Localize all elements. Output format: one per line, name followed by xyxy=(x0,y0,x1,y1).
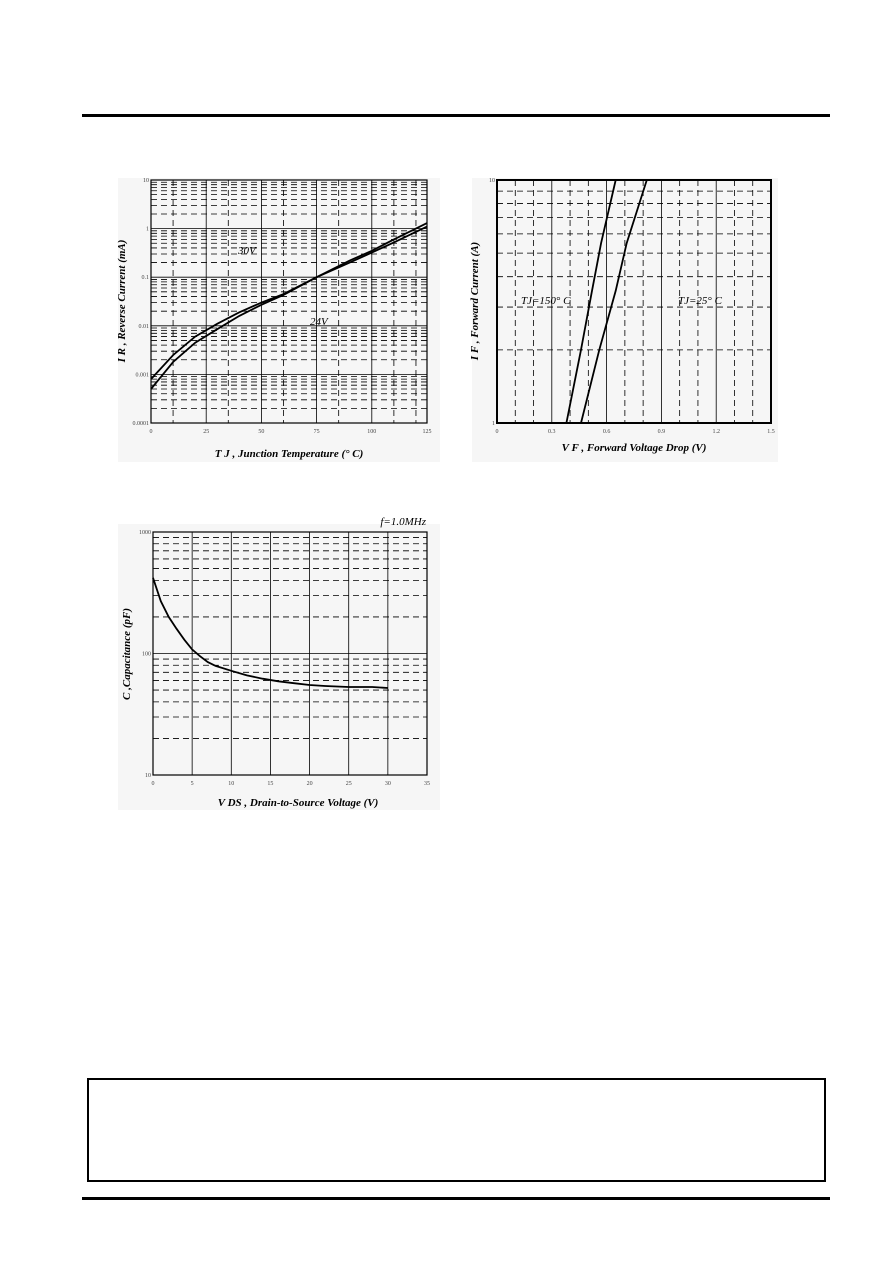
annotation-24v: 24V xyxy=(310,316,328,328)
y-axis-title: I R , Reverse Current (mA) xyxy=(116,239,128,363)
frequency-label: f=1.0MHz xyxy=(380,516,426,528)
x-tick-label: 0.3 xyxy=(548,429,556,435)
x-tick-label: 100 xyxy=(367,429,377,435)
y-tick-label: 0.0001 xyxy=(132,421,149,427)
y-tick-label: 1 xyxy=(146,226,149,233)
x-tick-label: 5 xyxy=(190,781,194,787)
x-tick-label: 0 xyxy=(151,781,155,787)
x-tick-label: 1.2 xyxy=(712,429,720,435)
y-tick-label: 0.01 xyxy=(138,323,149,330)
x-tick-label: 125 xyxy=(422,429,432,435)
y-axis-title: C ,Capacitance (pF) xyxy=(121,608,133,700)
x-tick-label: 30 xyxy=(384,781,391,787)
x-tick-label: 0.9 xyxy=(657,429,666,435)
y-tick-label: 1000 xyxy=(139,530,151,536)
chart-background xyxy=(118,178,440,462)
x-tick-label: 35 xyxy=(424,781,430,787)
chart-background xyxy=(118,524,440,810)
y-tick-label: 10 xyxy=(143,178,149,184)
x-tick-label: 1.5 xyxy=(767,429,775,435)
x-tick-label: 15 xyxy=(267,781,274,787)
y-tick-label: 100 xyxy=(142,651,151,658)
x-tick-label: 25 xyxy=(203,429,210,435)
capacitance-chart xyxy=(108,510,438,815)
x-tick-label: 75 xyxy=(313,429,320,435)
y-tick-label: 0.1 xyxy=(141,275,149,282)
x-tick-label: 50 xyxy=(258,429,265,435)
annotation-tj-150: TJ=150° C xyxy=(521,295,571,307)
footer-rule xyxy=(82,1197,830,1200)
x-axis-title: V DS , Drain-to-Source Voltage (V) xyxy=(217,797,379,809)
y-tick-label: 0.001 xyxy=(135,372,149,379)
x-tick-label: 10 xyxy=(228,781,235,787)
x-axis-title: T J , Junction Temperature (° C) xyxy=(214,448,364,460)
header-rule xyxy=(82,114,830,117)
x-tick-label: 25 xyxy=(345,781,352,787)
x-tick-label: 20 xyxy=(306,781,313,787)
x-axis-title: V F , Forward Voltage Drop (V) xyxy=(561,442,707,454)
y-tick-label: 10 xyxy=(489,178,495,184)
note-box xyxy=(87,1078,826,1182)
forward-current-chart xyxy=(462,170,780,470)
y-tick-label: 1 xyxy=(492,421,495,427)
y-tick-label: 10 xyxy=(145,773,151,779)
x-tick-label: 0 xyxy=(149,429,153,435)
x-tick-label: 0 xyxy=(495,429,499,435)
annotation-tj-25: TJ=25° C xyxy=(678,295,722,307)
reverse-current-chart xyxy=(108,170,438,470)
y-axis-title: I F , Forward Current (A) xyxy=(469,241,481,361)
annotation-30v: 30V xyxy=(238,245,256,257)
x-tick-label: 0.6 xyxy=(602,429,611,435)
